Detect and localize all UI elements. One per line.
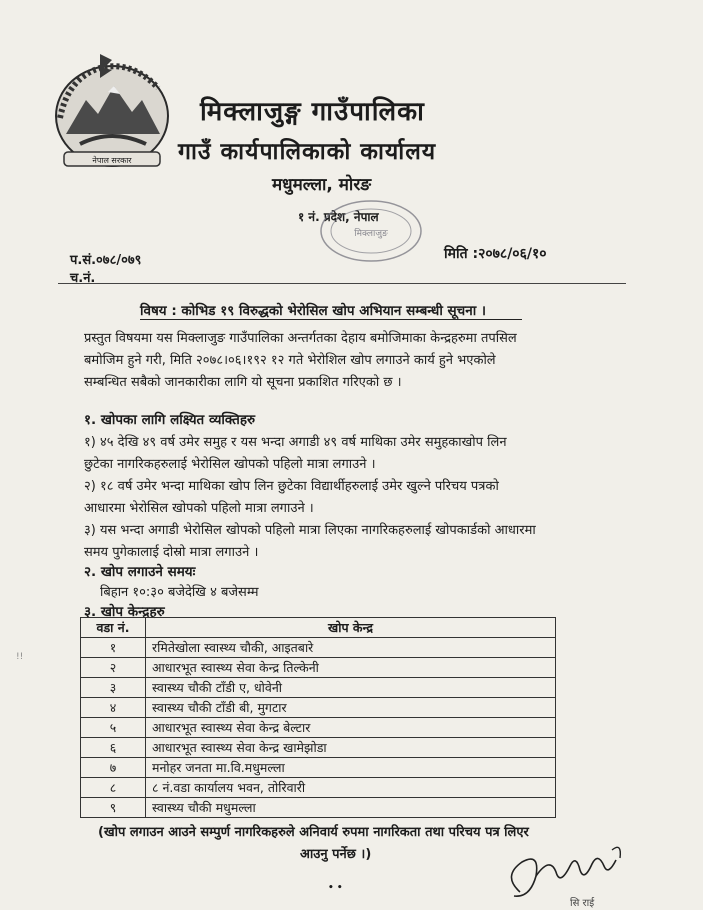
- target-line: समय पुगेकालाई दोस्रो मात्रा लगाउने ।: [84, 545, 259, 560]
- ward-number: ५: [81, 718, 146, 738]
- target-line: ३) यस भन्दा अगाडी भेरोसिल खोपको पहिलो मात्रा लिएका नागरिकहरुलाई खोपकार्डको आधारमा: [84, 523, 536, 538]
- ward-number: ४: [81, 698, 146, 718]
- reference-number: प.सं.०७८/०७९: [70, 253, 142, 268]
- table-row: [81, 658, 556, 678]
- margin-mark: !!: [16, 652, 24, 662]
- intro-line: बमोजिम हुने गरी, मिति २०७८।०६।१९२ १२ गते भेरोशिल खोप लगाउने कार्य हुने भएकोले: [84, 353, 496, 368]
- section-heading-time: २. खोप लगाउने समयः: [84, 564, 196, 580]
- intro-line: सम्बन्धित सबैको जानकारीका लागि यो सूचना प्रकाशित गरिएको छ ।: [84, 375, 402, 390]
- table-row: [81, 718, 556, 738]
- vaccination-time: बिहान १०:३० बजेदेखि ४ बजेसम्म: [100, 585, 259, 600]
- vaccination-centre-table: [80, 617, 556, 818]
- centre-name: आधारभूत स्वास्थ्य सेवा केन्द्र खामेझोडा: [146, 738, 556, 758]
- stamp-text: मिक्लाजुङ: [354, 229, 388, 239]
- ward-number: ८: [81, 778, 146, 798]
- target-line: २) १८ वर्ष उमेर भन्दा माथिका खोप लिन छुटेका विद्यार्थीहरुलाई उमेर खुल्ने परिचय पत्रको: [84, 479, 499, 494]
- province-name: १ नं. प्रदेश, नेपाल: [298, 210, 379, 224]
- centre-name: स्वास्थ्य चौकी टाँडी ए, धोवेनी: [146, 678, 556, 698]
- target-line: आधारमा भेरोसिल खोपको पहिलो मात्रा लगाउने ।: [84, 501, 314, 516]
- section-heading-target-people: १. खोपका लागि लक्ष्यित व्यक्तिहरु: [84, 412, 256, 428]
- table-row: [81, 798, 556, 818]
- office-stamp-icon: [316, 196, 426, 266]
- table-row: [81, 758, 556, 778]
- subject-line: विषय : कोभिड १९ विरुद्धको भेरोसिल खोप अभियान सम्बन्धी सूचना ।: [140, 303, 487, 319]
- header-divider: [58, 283, 626, 284]
- closing-note: आउनु पर्नेछ ।): [300, 847, 372, 862]
- closing-note: (खोप लगाउन आउने सम्पुर्ण नागरिकहरुले अनिवार्य रुपमा नागरिकता तथा परिचय पत्र लिएर: [98, 825, 529, 840]
- centre-name: आधारभूत स्वास्थ्य सेवा केन्द्र तिल्केनी: [146, 658, 556, 678]
- signature-icon: [500, 836, 650, 910]
- office-location: मधुमल्ला, मोरङ: [272, 175, 372, 195]
- table-row: [81, 638, 556, 658]
- ward-number: ९: [81, 798, 146, 818]
- nepal-emblem-icon: [40, 48, 180, 176]
- ward-number: ३: [81, 678, 146, 698]
- document-date: मिति :२०७८/०६/१०: [444, 246, 547, 262]
- centre-name: स्वास्थ्य चौकी मधुमल्ला: [146, 798, 556, 818]
- table-row: [81, 678, 556, 698]
- table-row: [81, 738, 556, 758]
- target-line: छुटेका नागरिकहरुलाई भेरोसिल खोपको पहिलो मात्रा लगाउने ।: [84, 457, 376, 472]
- table-header-row: [81, 618, 556, 638]
- intro-line: प्रस्तुत विषयमा यस मिक्लाजुङ गाउँपालिका अन्तर्गतका देहाय बमोजिमाका केन्द्रहरुमा तपसिल: [84, 331, 517, 346]
- centre-name: मनोहर जनता मा.वि.मधुमल्ला: [146, 758, 556, 778]
- centre-name: स्वास्थ्य चौकी टाँडी बी, मुगटार: [146, 698, 556, 718]
- municipality-name: मिक्लाजुङ्ग गाउँपालिका: [200, 97, 425, 127]
- ward-number: २: [81, 658, 146, 678]
- signature-note: सि राई: [570, 898, 595, 909]
- column-header-ward: वडा नं.: [81, 618, 146, 638]
- subject-underline: [140, 319, 522, 320]
- section-heading-centres: ३. खोप केन्द्रहरु: [84, 604, 165, 620]
- ward-number: ६: [81, 738, 146, 758]
- ward-number: ७: [81, 758, 146, 778]
- target-line: १) ४५ देखि ४९ वर्ष उमेर समुह र यस भन्दा अगाडी ४९ वर्ष माथिका उमेर समुहकाखोप लिन: [84, 435, 507, 450]
- table-row: [81, 778, 556, 798]
- centre-name: रमितेखोला स्वास्थ्य चौकी, आइतबारे: [146, 638, 556, 658]
- dispatch-number: च.नं.: [70, 271, 96, 286]
- centre-name: आधारभूत स्वास्थ्य सेवा केन्द्र बेल्टार: [146, 718, 556, 738]
- ward-number: १: [81, 638, 146, 658]
- office-name: गाउँ कार्यपालिकाको कार्यालय: [178, 139, 437, 165]
- centre-name: ८ नं.वडा कार्यालय भवन, तोरिवारी: [146, 778, 556, 798]
- column-header-centre: खोप केन्द्र: [146, 618, 556, 638]
- emblem-caption: नेपाल सरकार: [92, 156, 132, 165]
- table-row: [81, 698, 556, 718]
- footer-dots: • •: [328, 883, 343, 893]
